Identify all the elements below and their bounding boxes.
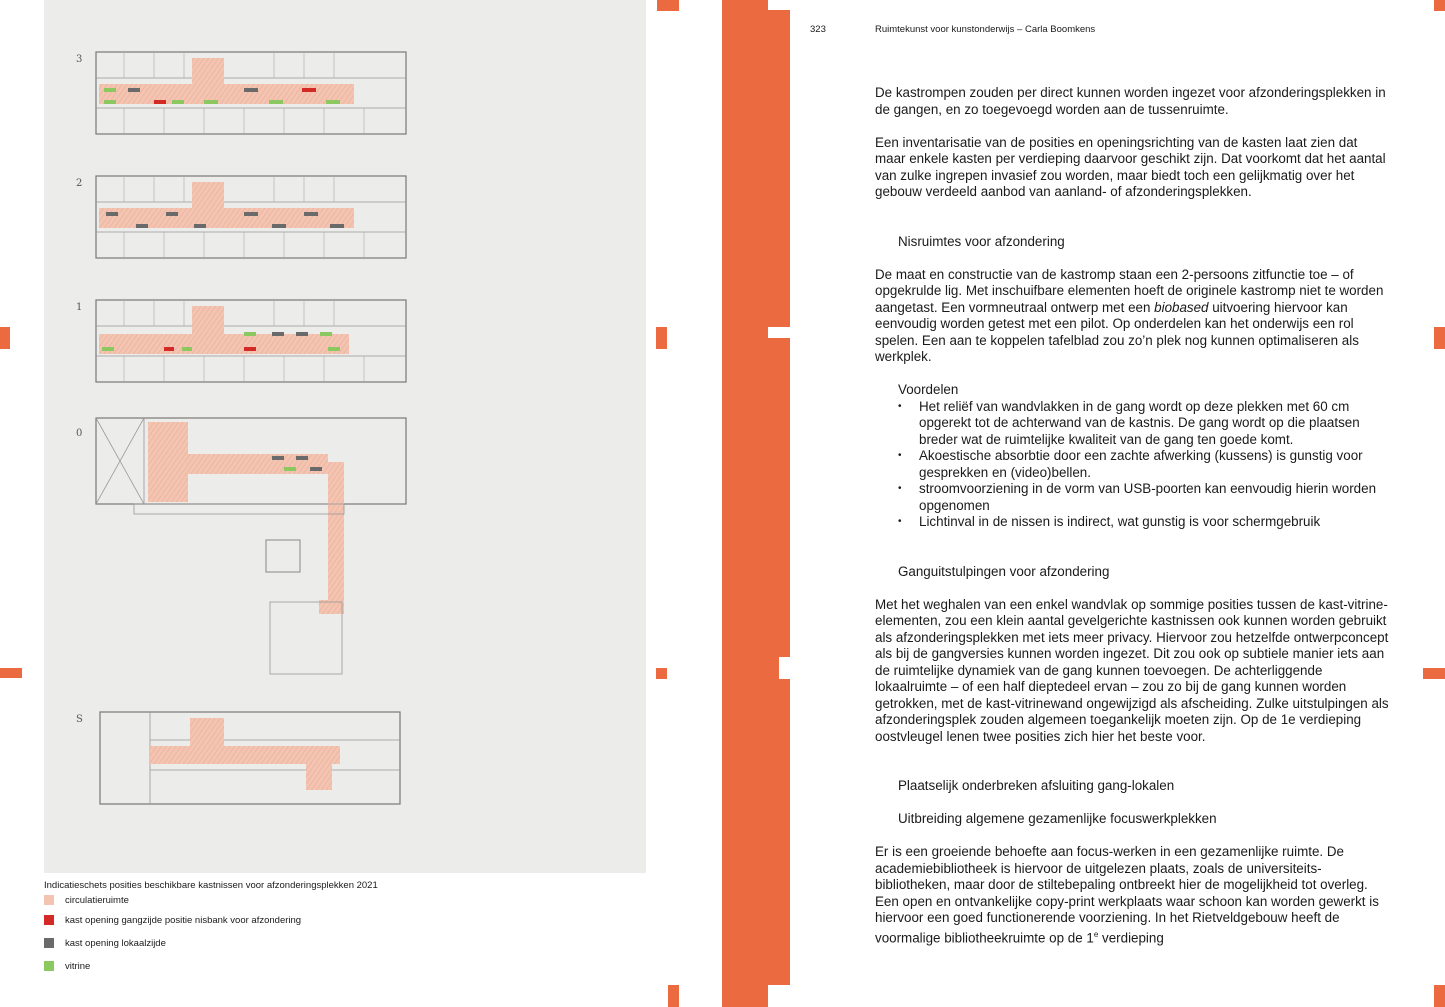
floor-label-3: 3 xyxy=(76,54,83,65)
paragraph: Er is een groeiende behoefte aan focus-werken in een gezamenlijke ruimte. De academiebibliotheek is hiervoor de uitgelezen plaats, zoals de universiteitsbibliotheken, maar door de stiltebepaling ontbreekt hier de mogelijkheid tot overleg. Een open en ontvankelijke copy-print werkplaats waar schoon kan worden gewerkt is hiervoor een goed functionerende voorziening. In het Rietveldgebouw heeft de voormalige bibliotheekruimte op de 1e verdieping xyxy=(875,844,1379,945)
page-number: 323 xyxy=(810,24,826,35)
floor-plan-3 xyxy=(76,52,406,134)
spine-notch xyxy=(768,985,790,1007)
edge-marker xyxy=(1434,0,1445,11)
floor-label-0: 0 xyxy=(76,428,83,439)
spine-notch xyxy=(768,327,790,338)
list-item: • Het reliëf van wandvlakken in de gang wordt op deze plekken met 60 cm opgerekt tot de achterwand van de kastnis. De gang wordt op die plaatsen breder wat de ruimtelijke kwaliteit van de gang ten goede komt. xyxy=(897,399,1390,449)
spine-notch xyxy=(768,0,790,10)
figure-caption: Indicatieschets posities beschikbare kastnissen voor afzonderingsplekken 2021 xyxy=(44,880,378,891)
legend-item-grey xyxy=(44,937,166,949)
paragraph: Een inventarisatie van de posities en openingsrichting van de kasten laat zien dat maar enkele kasten per verdieping daarvoor geschikt zijn. Dat voorkomt dat het aantal van zulke ingrepen invasief zou worden, maar biedt toch een gelijkmatig over het gebouw verdeeld aanbod van aanland- of afzonderingsplekken. xyxy=(875,134,1386,199)
legend-swatch xyxy=(44,961,54,971)
section-heading: Ganguitstulpingen voor afzondering xyxy=(898,563,1110,579)
paragraph: De kastrompen zouden per direct kunnen worden ingezet voor afzonderingsplekken in de gangen, en zo toegevoegd worden aan de tussenruimte. xyxy=(875,85,1386,117)
voordelen-list xyxy=(875,399,1390,531)
legend-label: kast opening gangzijde positie nisbank voor afzondering xyxy=(65,914,302,926)
legend-label: vitrine xyxy=(65,960,91,972)
floor-plan-1 xyxy=(76,300,406,382)
section-heading: Nisruimtes voor afzondering xyxy=(898,233,1065,249)
voordelen-label: Voordelen xyxy=(898,382,959,397)
paragraph: Met het weghalen van een enkel wandvlak op sommige posities tussen de kast-vitrine-elementen, zou een klein aantal gevelgerichte kastnissen ook kunnen worden gebruikt als afzonderingsplekken met iets meer privacy. Hiervoor zou hetzelfde ontwerpconcept als bij de gangversies kunnen worden ingezet. Dit zou ook op subtiele manier iets aan de ruimtelijke dynamiek van de gang kunnen toevoegen. De achterliggende lokaalruimte – of een half dieptedeel ervan – zou zo bij de gang kunnen worden getrokken, met de kast-vitrinewand ongewijzigd als afscheiding. Zulke uitstulpingen als afzonderingsplek zouden algemeen toegankelijk moeten zijn. Op de 1e verdieping oostvleugel lenen twee posities zich hier het beste voor. xyxy=(875,596,1389,744)
edge-marker xyxy=(1423,668,1445,679)
floor-label-s: S xyxy=(76,714,83,725)
floor-label-2: 2 xyxy=(76,178,83,189)
section-heading: Uitbreiding algemene gezamenlijke focuswerkplekken xyxy=(898,811,1217,826)
floor-plans-svg xyxy=(44,0,646,873)
running-title: Ruimtekunst voor kunstonderwijs – Carla Boomkens xyxy=(875,24,1096,35)
legend-item-green xyxy=(44,960,90,972)
edge-marker xyxy=(656,668,667,679)
edge-marker xyxy=(1434,327,1445,349)
legend-item-circulation xyxy=(44,894,129,906)
section-heading: Plaatselijk onderbreken afsluiting gang-lokalen xyxy=(898,778,1175,793)
list-item: • Lichtinval in de nissen is indirect, wat gunstig is voor schermgebruik xyxy=(897,514,1390,531)
spine-notch xyxy=(779,657,790,679)
orange-spine-band xyxy=(722,0,790,1007)
legend-label: circulatieruimte xyxy=(65,894,129,906)
edge-marker xyxy=(0,668,22,678)
legend-swatch xyxy=(44,938,54,948)
legend-item-red xyxy=(44,914,301,926)
edge-marker xyxy=(668,985,679,1007)
list-item: • Akoestische absorbtie door een zachte afwerking (kussens) is gunstig voor gesprekken en (video)bellen. xyxy=(897,448,1390,481)
edge-marker xyxy=(1434,985,1445,1007)
edge-marker xyxy=(657,0,679,11)
floor-plan-sketch xyxy=(44,0,646,873)
body-text xyxy=(875,85,1390,963)
paragraph: De maat en constructie van de kastromp staan een 2-persoons zitfunctie toe – of opgekrulde lig. Met inschuifbare elementen hoeft de originele kastromp niet te worden aangetast. Een vormneutraal ontwerp met een biobased uitvoering hiervoor kan eenvoudig worden getest met een pilot. Op onderdelen kan het onderwijs een rol spelen. Een aan te koppelen tafelblad zou zo’n plek nog kunnen optimaliseren als werkplek. xyxy=(875,266,1384,364)
floor-plan-s xyxy=(76,712,400,804)
edge-marker xyxy=(0,327,10,349)
legend-swatch xyxy=(44,895,54,905)
legend-label: kast opening lokaalzijde xyxy=(65,937,166,949)
floor-plan-0 xyxy=(76,418,406,674)
edge-marker xyxy=(656,327,667,349)
floor-label-1: 1 xyxy=(76,302,83,313)
list-item: • stroomvoorziening in de vorm van USB-poorten kan eenvoudig hierin worden opgenomen xyxy=(897,481,1390,514)
floor-plan-2 xyxy=(76,176,406,258)
legend-swatch xyxy=(44,915,54,925)
